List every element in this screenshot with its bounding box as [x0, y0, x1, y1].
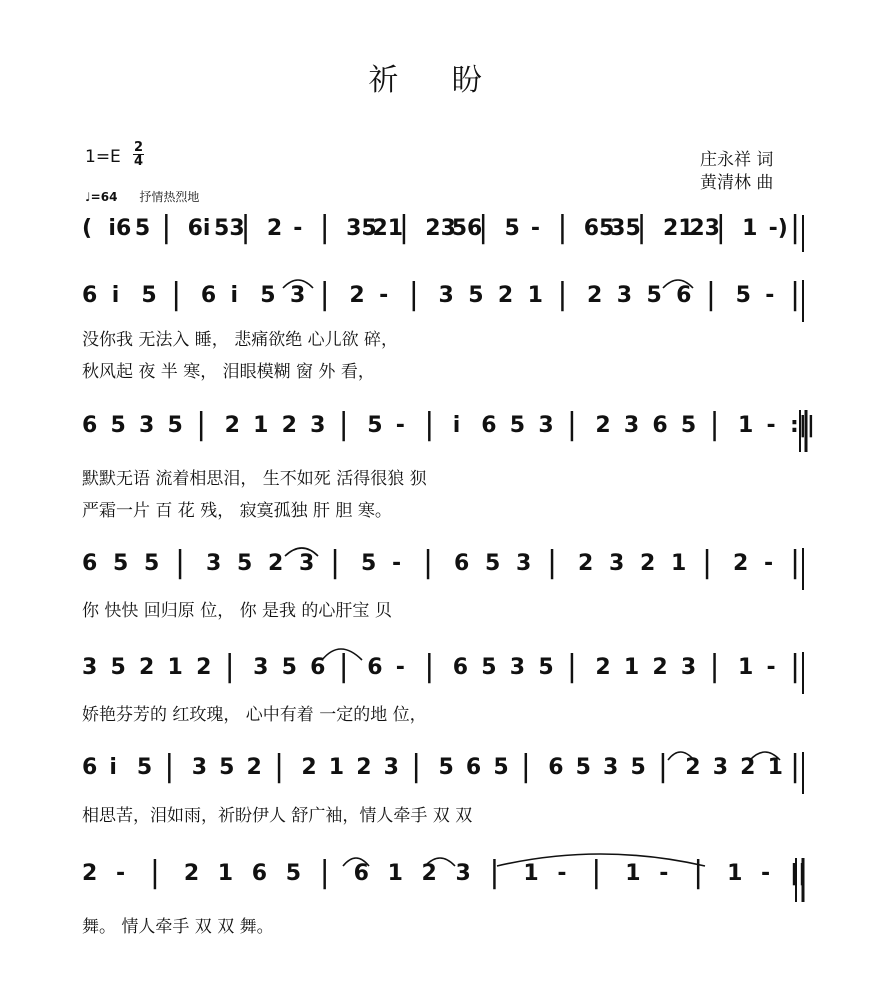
note: 5	[485, 551, 501, 576]
note: 2	[685, 755, 701, 780]
note: 3	[538, 413, 554, 438]
note: 1	[217, 861, 234, 886]
note: -	[766, 655, 776, 680]
note: 2	[640, 551, 656, 576]
barline: |	[709, 649, 720, 684]
note: 2	[82, 861, 98, 886]
lyric-line-3: 默默无语 流着相思泪， 生不如死 活得很狼 狈	[82, 469, 427, 489]
note: 6	[82, 551, 98, 576]
note: -	[293, 216, 303, 241]
note: 56	[451, 216, 483, 241]
note: -	[395, 655, 405, 680]
note: 3	[623, 413, 640, 438]
note: 6	[82, 413, 98, 438]
barline: |	[319, 277, 330, 312]
note: 3	[383, 755, 399, 780]
note: 2	[349, 283, 365, 308]
barline: |	[319, 210, 330, 245]
note: 2	[733, 551, 749, 576]
barline: |	[319, 855, 330, 890]
barline: |	[175, 545, 186, 580]
lyric-line-8: 舞。 情人牵手 双 双 舞。	[82, 917, 274, 937]
barline: |	[196, 407, 207, 442]
barline: |	[636, 210, 647, 245]
lyric-line-2: 秋风起 夜 半 寒， 泪眼模糊 窗 外 看，	[82, 362, 375, 382]
note: -	[761, 861, 771, 886]
note: 2	[740, 755, 756, 780]
barline: |	[591, 855, 602, 890]
note: 1	[767, 755, 783, 780]
tie-arc	[750, 752, 780, 760]
note: 6	[676, 283, 692, 308]
note: 2	[578, 551, 594, 576]
note: 5	[136, 755, 153, 780]
barline: |	[566, 649, 577, 684]
note: 5	[468, 283, 484, 308]
barline: |	[424, 649, 435, 684]
note: 23	[425, 216, 456, 241]
note: 6	[200, 283, 217, 308]
note: 5	[237, 551, 253, 576]
note: 6	[353, 861, 369, 886]
note: 2	[356, 755, 372, 780]
tie-arc	[663, 280, 693, 288]
note: 1	[623, 655, 640, 680]
note: 2	[595, 655, 611, 680]
barline: |	[705, 277, 716, 312]
barline: |	[557, 277, 568, 312]
note: 5	[481, 655, 497, 680]
barline: |	[338, 407, 349, 442]
note: 3	[191, 755, 207, 780]
note: 2	[139, 655, 155, 680]
note: -	[115, 861, 126, 886]
note: 1	[167, 655, 183, 680]
note: 5	[167, 413, 183, 438]
note: -	[379, 283, 389, 308]
tie-arc	[285, 548, 318, 556]
note: 6	[82, 283, 98, 308]
barline: |	[790, 277, 801, 312]
note: 1	[625, 861, 641, 886]
note: 2	[595, 413, 611, 438]
note: 5	[281, 655, 297, 680]
note: 6	[82, 755, 98, 780]
key-signature: 1=E	[85, 147, 121, 167]
note: 1	[523, 861, 539, 886]
tie-arc	[283, 280, 313, 288]
note: 3	[253, 655, 269, 680]
lyric-line-6: 娇艳芬芳的 红玫瑰， 心中有着 一定的地 位，	[82, 705, 427, 725]
note: 21	[372, 216, 404, 241]
note: i	[109, 755, 117, 780]
note: 3	[310, 413, 326, 438]
note: 5	[110, 413, 126, 438]
note: 3	[206, 551, 222, 576]
note: 1	[387, 861, 403, 886]
note: 2	[587, 283, 603, 308]
note: 1	[253, 413, 269, 438]
note: i	[230, 283, 239, 308]
tie-arc	[322, 649, 362, 660]
note: 2	[497, 283, 514, 308]
barline: ||	[790, 861, 807, 886]
barline: |	[547, 545, 558, 580]
note: 5	[509, 413, 526, 438]
barline: |	[338, 649, 349, 684]
barline: |	[702, 545, 713, 580]
note: 1	[737, 655, 754, 680]
barline: |	[520, 749, 531, 784]
note: 2	[266, 216, 283, 241]
barline: |	[224, 649, 235, 684]
barline: |	[273, 749, 285, 784]
note: 2	[268, 551, 284, 576]
note: 1	[671, 551, 687, 576]
note: 6i	[187, 216, 211, 241]
note: 1	[527, 283, 543, 308]
note: 5	[438, 755, 454, 780]
note: 3	[289, 283, 306, 308]
barline: |	[164, 749, 175, 784]
note: 1	[328, 755, 345, 780]
note: 6	[454, 551, 470, 576]
note: 5	[646, 283, 662, 308]
note: (	[82, 216, 93, 241]
note: 5	[110, 655, 126, 680]
lyricist-credit: 庄永祥 词	[700, 150, 774, 170]
time-signature-numerator: 2	[134, 140, 144, 155]
note: -	[530, 216, 541, 241]
note: 53	[214, 216, 245, 241]
barline: |	[790, 210, 801, 245]
barline: |	[424, 407, 435, 442]
note: -	[766, 413, 776, 438]
note: 3	[509, 655, 526, 680]
note: 5	[680, 413, 697, 438]
note: 3	[82, 655, 98, 680]
note: 2	[281, 413, 297, 438]
note: 3	[139, 413, 155, 438]
note: 5	[219, 755, 235, 780]
note: 6	[652, 413, 668, 438]
note: 2	[301, 755, 317, 780]
note: 2	[196, 655, 212, 680]
tempo-bpm: ♩=64	[85, 190, 118, 204]
note: 1	[742, 216, 758, 241]
barline: |	[566, 407, 577, 442]
song-title: 祈 盼	[368, 63, 504, 98]
tie-arc	[668, 752, 694, 760]
note: 3	[609, 551, 625, 576]
barline: |	[398, 210, 409, 245]
tie-arc	[343, 858, 369, 866]
barline: |	[423, 545, 434, 580]
barline: |	[657, 749, 668, 784]
barline: |	[408, 277, 419, 312]
barline: |	[557, 210, 568, 245]
note: -	[395, 413, 405, 438]
note: 3	[516, 551, 532, 576]
barline: |	[330, 545, 341, 580]
note: 6	[310, 655, 326, 680]
barline: |	[790, 545, 801, 580]
note: 6	[465, 755, 482, 780]
composer-credit: 黄清林 曲	[700, 173, 774, 193]
note: 5	[575, 755, 591, 780]
note: 5	[735, 283, 751, 308]
time-signature-denominator: 4	[134, 154, 144, 169]
lyric-line-5: 你 快快 回归原 位， 你 是我 的心肝宝 贝	[82, 601, 392, 621]
note: 35	[610, 216, 641, 241]
note: 5	[141, 283, 157, 308]
note: -	[392, 551, 402, 576]
note: 3	[603, 755, 619, 780]
note: 3	[680, 655, 697, 680]
note: 5	[630, 755, 646, 780]
lyric-line-4: 严霜一片 百 花 残， 寂寞孤独 肝 胆 寒。	[82, 501, 392, 521]
note: 5	[260, 283, 276, 308]
note: 1	[727, 861, 743, 886]
note: 3	[616, 283, 633, 308]
note: 6	[251, 861, 268, 886]
note: 3	[455, 861, 471, 886]
tempo-expression: 抒情热烈地	[139, 190, 200, 204]
note: 6	[452, 655, 469, 680]
note: -	[659, 861, 669, 886]
note: 6	[548, 755, 564, 780]
note: -)	[768, 216, 788, 241]
note: 2	[224, 413, 240, 438]
barline: |	[693, 855, 704, 890]
barline: |	[149, 855, 160, 890]
tie-arc	[425, 858, 455, 866]
barline: |	[478, 210, 489, 245]
note: 5	[285, 861, 302, 886]
note: 5	[113, 551, 129, 576]
barline: |	[790, 749, 801, 784]
note: 5	[367, 413, 383, 438]
note: 5	[493, 755, 509, 780]
note: 6	[367, 655, 383, 680]
barline: |	[411, 749, 422, 784]
barline: |	[171, 277, 182, 312]
note: i	[111, 283, 120, 308]
tie-arc	[497, 854, 705, 866]
note: 2	[183, 861, 200, 886]
lyric-line-1: 没你我 无法入 睡， 悲痛欲绝 心儿欲 碎，	[82, 330, 399, 350]
note: 3	[438, 283, 454, 308]
note: -	[765, 283, 775, 308]
barline: |	[715, 210, 726, 245]
note: 6	[481, 413, 497, 438]
note: -	[557, 861, 567, 886]
note: 2	[652, 655, 668, 680]
barline: |	[709, 407, 720, 442]
note: 2	[421, 861, 437, 886]
note: 35	[346, 216, 377, 241]
note: 5	[144, 551, 160, 576]
note: 3	[299, 551, 315, 576]
barline: |	[161, 210, 172, 245]
note: 5	[538, 655, 554, 680]
note: 5	[504, 216, 520, 241]
note: -	[764, 551, 774, 576]
note: 1	[737, 413, 754, 438]
note: 65	[583, 216, 615, 241]
note: i6	[108, 216, 132, 241]
note: i	[452, 413, 461, 438]
lyric-line-7: 相思苦，泪如雨，祈盼伊人 舒广袖，情人牵手 双 双	[82, 806, 473, 826]
note: 3	[712, 755, 729, 780]
note: 5	[134, 216, 151, 241]
barline: |	[240, 210, 251, 245]
note: 2	[246, 755, 262, 780]
barline: |	[790, 649, 801, 684]
barline: :||	[790, 413, 815, 438]
barline: |	[489, 855, 500, 890]
note: 5	[361, 551, 377, 576]
note: 23	[689, 216, 720, 241]
note: 21	[662, 216, 694, 241]
